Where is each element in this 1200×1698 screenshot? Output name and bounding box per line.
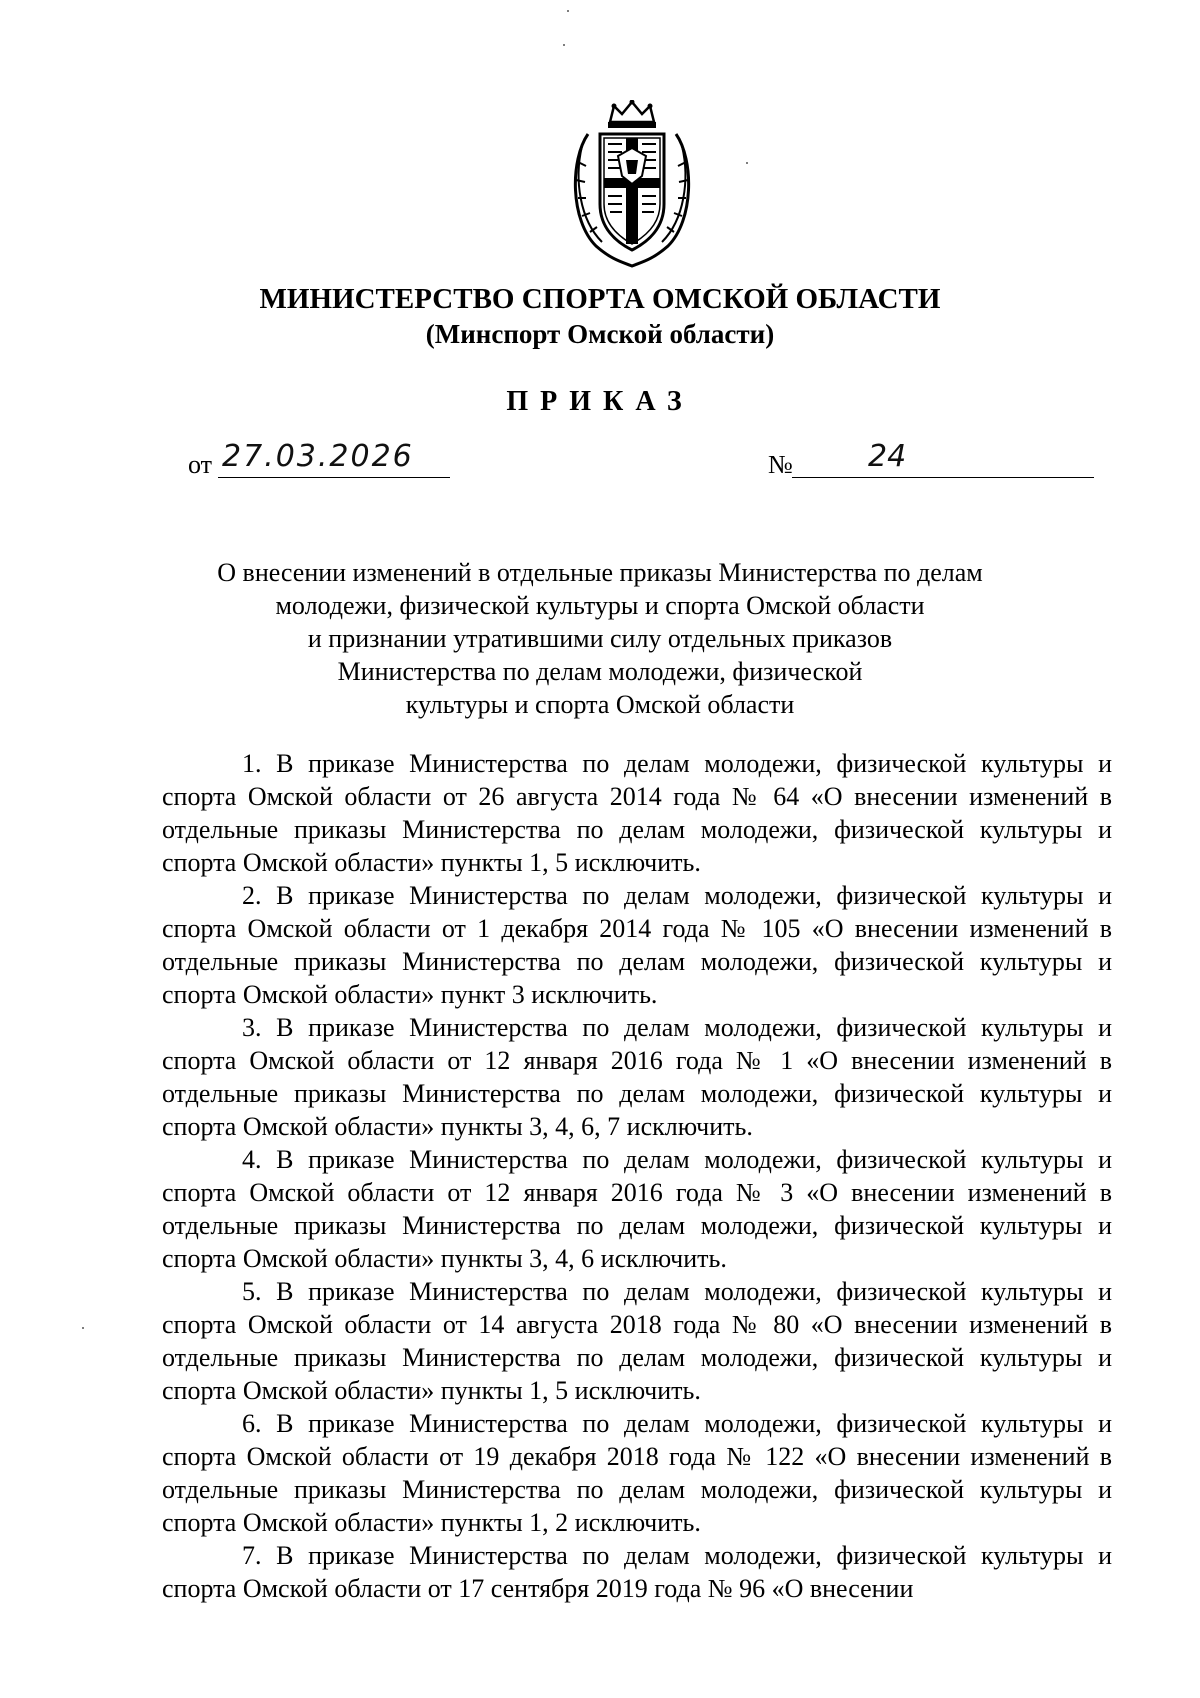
paragraph: 1. В приказе Министерства по делам молодежи, физической культуры и спорта Омской области от 26 августа 2014 года № 64 «О внесении изменений в отдельные приказы Министерства по делам молодежи, физической культуры и спорта Омской области» пункты 1, 5 исключить. [162,749,1112,877]
scan-speck [563,44,565,46]
subject-line: Министерства по делам молодежи, физической [337,657,863,686]
document-subject [150,556,1050,721]
scan-speck [746,162,748,164]
paragraph: 7. В приказе Министерства по делам молодежи, физической культуры и спорта Омской области от 17 сентября 2019 года № 96 «О внесении [162,1541,1112,1603]
document-body [162,747,1112,1605]
number-label: № [768,450,793,479]
paragraph: 6. В приказе Министерства по делам молодежи, физической культуры и спорта Омской области от 19 декабря 2018 года № 122 «О внесении изменений в отдельные приказы Министерства по делам молодежи, физической культуры и спорта Омской области» пункты 1, 2 исключить. [162,1409,1112,1537]
coat-of-arms-icon [562,100,702,268]
paragraph: 5. В приказе Министерства по делам молодежи, физической культуры и спорта Омской области от 14 августа 2018 года № 80 «О внесении изменений в отдельные приказы Министерства по делам молодежи, физической культуры и спорта Омской области» пункты 1, 5 исключить. [162,1277,1112,1405]
subject-line: О внесении изменений в отдельные приказы Министерства по делам [217,558,983,587]
paragraph: 2. В приказе Министерства по делам молодежи, физической культуры и спорта Омской области от 1 декабря 2014 года № 105 «О внесении изменений в отдельные приказы Министерства по делам молодежи, физической культуры и спорта Омской области» пункт 3 исключить. [162,881,1112,1009]
subject-line: культуры и спорта Омской области [405,690,795,719]
subject-line: молодежи, физической культуры и спорта Омской области [275,591,925,620]
date-value-handwritten: 27.03.2026 [222,439,414,474]
subject-line: и признании утратившими силу отдельных приказов [307,624,893,653]
ministry-name: МИНИСТЕРСТВО СПОРТА ОМСКОЙ ОБЛАСТИ [259,283,941,315]
number-value-handwritten: 24 [868,439,907,474]
paragraph: 4. В приказе Министерства по делам молодежи, физической культуры и спорта Омской области от 12 января 2016 года № 3 «О внесении изменений в отдельные приказы Министерства по делам молодежи, физической культуры и спорта Омской области» пункты 3, 4, 6 исключить. [162,1145,1112,1273]
number-underline [792,477,1094,478]
date-label: от [188,450,213,479]
scan-speck [82,1327,84,1329]
scan-speck [567,10,569,12]
paragraph: 3. В приказе Министерства по делам молодежи, физической культуры и спорта Омской области от 12 января 2016 года № 1 «О внесении изменений в отдельные приказы Министерства по делам молодежи, физической культуры и спорта Омской области» пункты 3, 4, 6, 7 исключить. [162,1013,1112,1141]
date-underline [218,477,450,478]
ministry-short-name: (Минспорт Омской области) [425,319,775,349]
document-type: ПРИКАЗ [506,386,694,417]
